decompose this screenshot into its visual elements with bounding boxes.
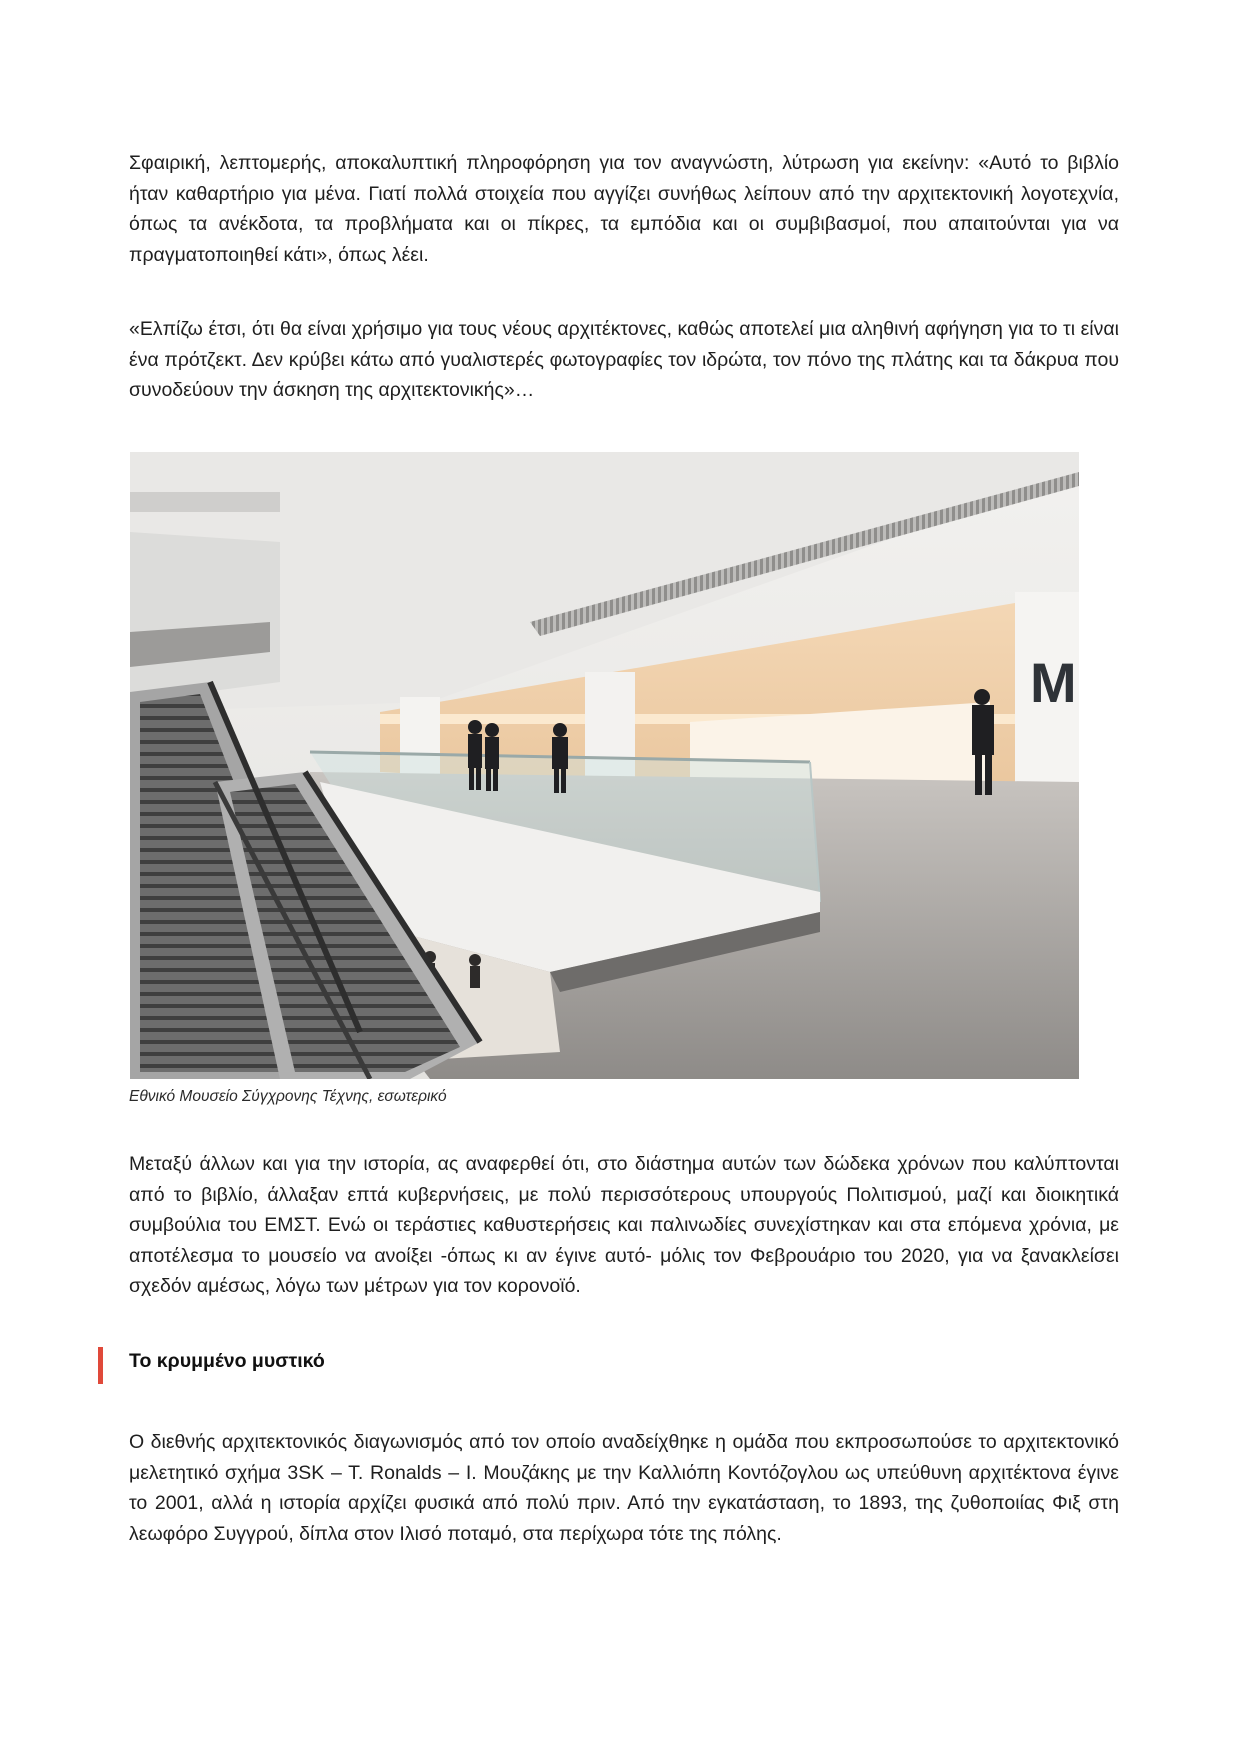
photo-caption: Εθνικό Μουσείο Σύγχρονης Τέχνης, εσωτερικό (129, 1088, 447, 1105)
paragraph-intro: Σφαιρική, λεπτομερής, αποκαλυπτική πληροφόρηση για τον αναγνώστη, λύτρωση για εκείνην: «Αυτό το βιβλίο ήταν καθαρτήριο για μένα. Γιατί πολλά στοιχεία που αγγίζει συνήθως λείπουν από την αρχιτεκτονική λογοτεχνία, όπως τα ανέκδοτα, τα προβλήματα και οι πίκρες, τα εμπόδια και οι συμβιβασμοί, που απαιτούνται για να πραγματοποιηθεί κάτι», όπως λέει. (129, 152, 1119, 266)
paragraph-history: Μεταξύ άλλων και για την ιστορία, ας αναφερθεί ότι, στο διάστημα αυτών των δώδεκα χρόνων που καλύπτονται από το βιβλίο, άλλαξαν επτά κυβερνήσεις, με πολύ περισσότερους υπουργούς Πολιτισμού, μαζί και διοικητικά συμβούλια του ΕΜΣΤ. Ενώ οι τεράστιες καθυστερήσεις και παλινωδίες συνεχίστηκαν και στα επόμενα χρόνια, με αποτέλεσμα το μουσείο να ανοίξει -όπως κι αν έγινε αυτό- μόλις τον Φεβρουάριο του 2020, για να ξανακλείσει σχεδόν αμέσως, λόγω των μέτρων για τον κορονοϊό. (129, 1153, 1119, 1297)
paragraph-quote: «Ελπίζω έτσι, ότι θα είναι χρήσιμο για τους νέους αρχιτέκτονες, καθώς αποτελεί μια αληθινή αφήγηση για το τι είναι ένα πρότζεκτ. Δεν κρύβει κάτω από γυαλιστερές φωτογραφίες τον ιδρώτα, τον πόνο της πλάτης και τα δάκρυα που συνοδεύουν την άσκηση της αρχιτεκτονικής»… (129, 318, 1119, 401)
wall-letter-m: M (1030, 651, 1077, 714)
paragraph-competition: Ο διεθνής αρχιτεκτονικός διαγωνισμός από τον οποίο αναδείχθηκε η ομάδα που εκπροσωπούσε το αρχιτεκτονικό μελετητικό σχήμα 3SK – T. Ronalds – Ι. Μουζάκης με την Καλλιόπη Κοντόζογλου ως υπεύθυνη αρχιτέκτονα έγινε το 2001, αλλά η ιστορία αρχίζει φυσικά από πολύ πριν. Από την εγκατάσταση, το 1893, της ζυθοποιίας Φιξ στη λεωφόρο Συγγρού, δίπλα στον Ιλισό ποταμό, στα περίχωρα τότε της πόλης. (129, 1431, 1119, 1545)
section-heading: Το κρυμμένο μυστικό (129, 1350, 325, 1372)
section-accent-bar (98, 1347, 103, 1384)
museum-interior-photo (130, 452, 1079, 1079)
